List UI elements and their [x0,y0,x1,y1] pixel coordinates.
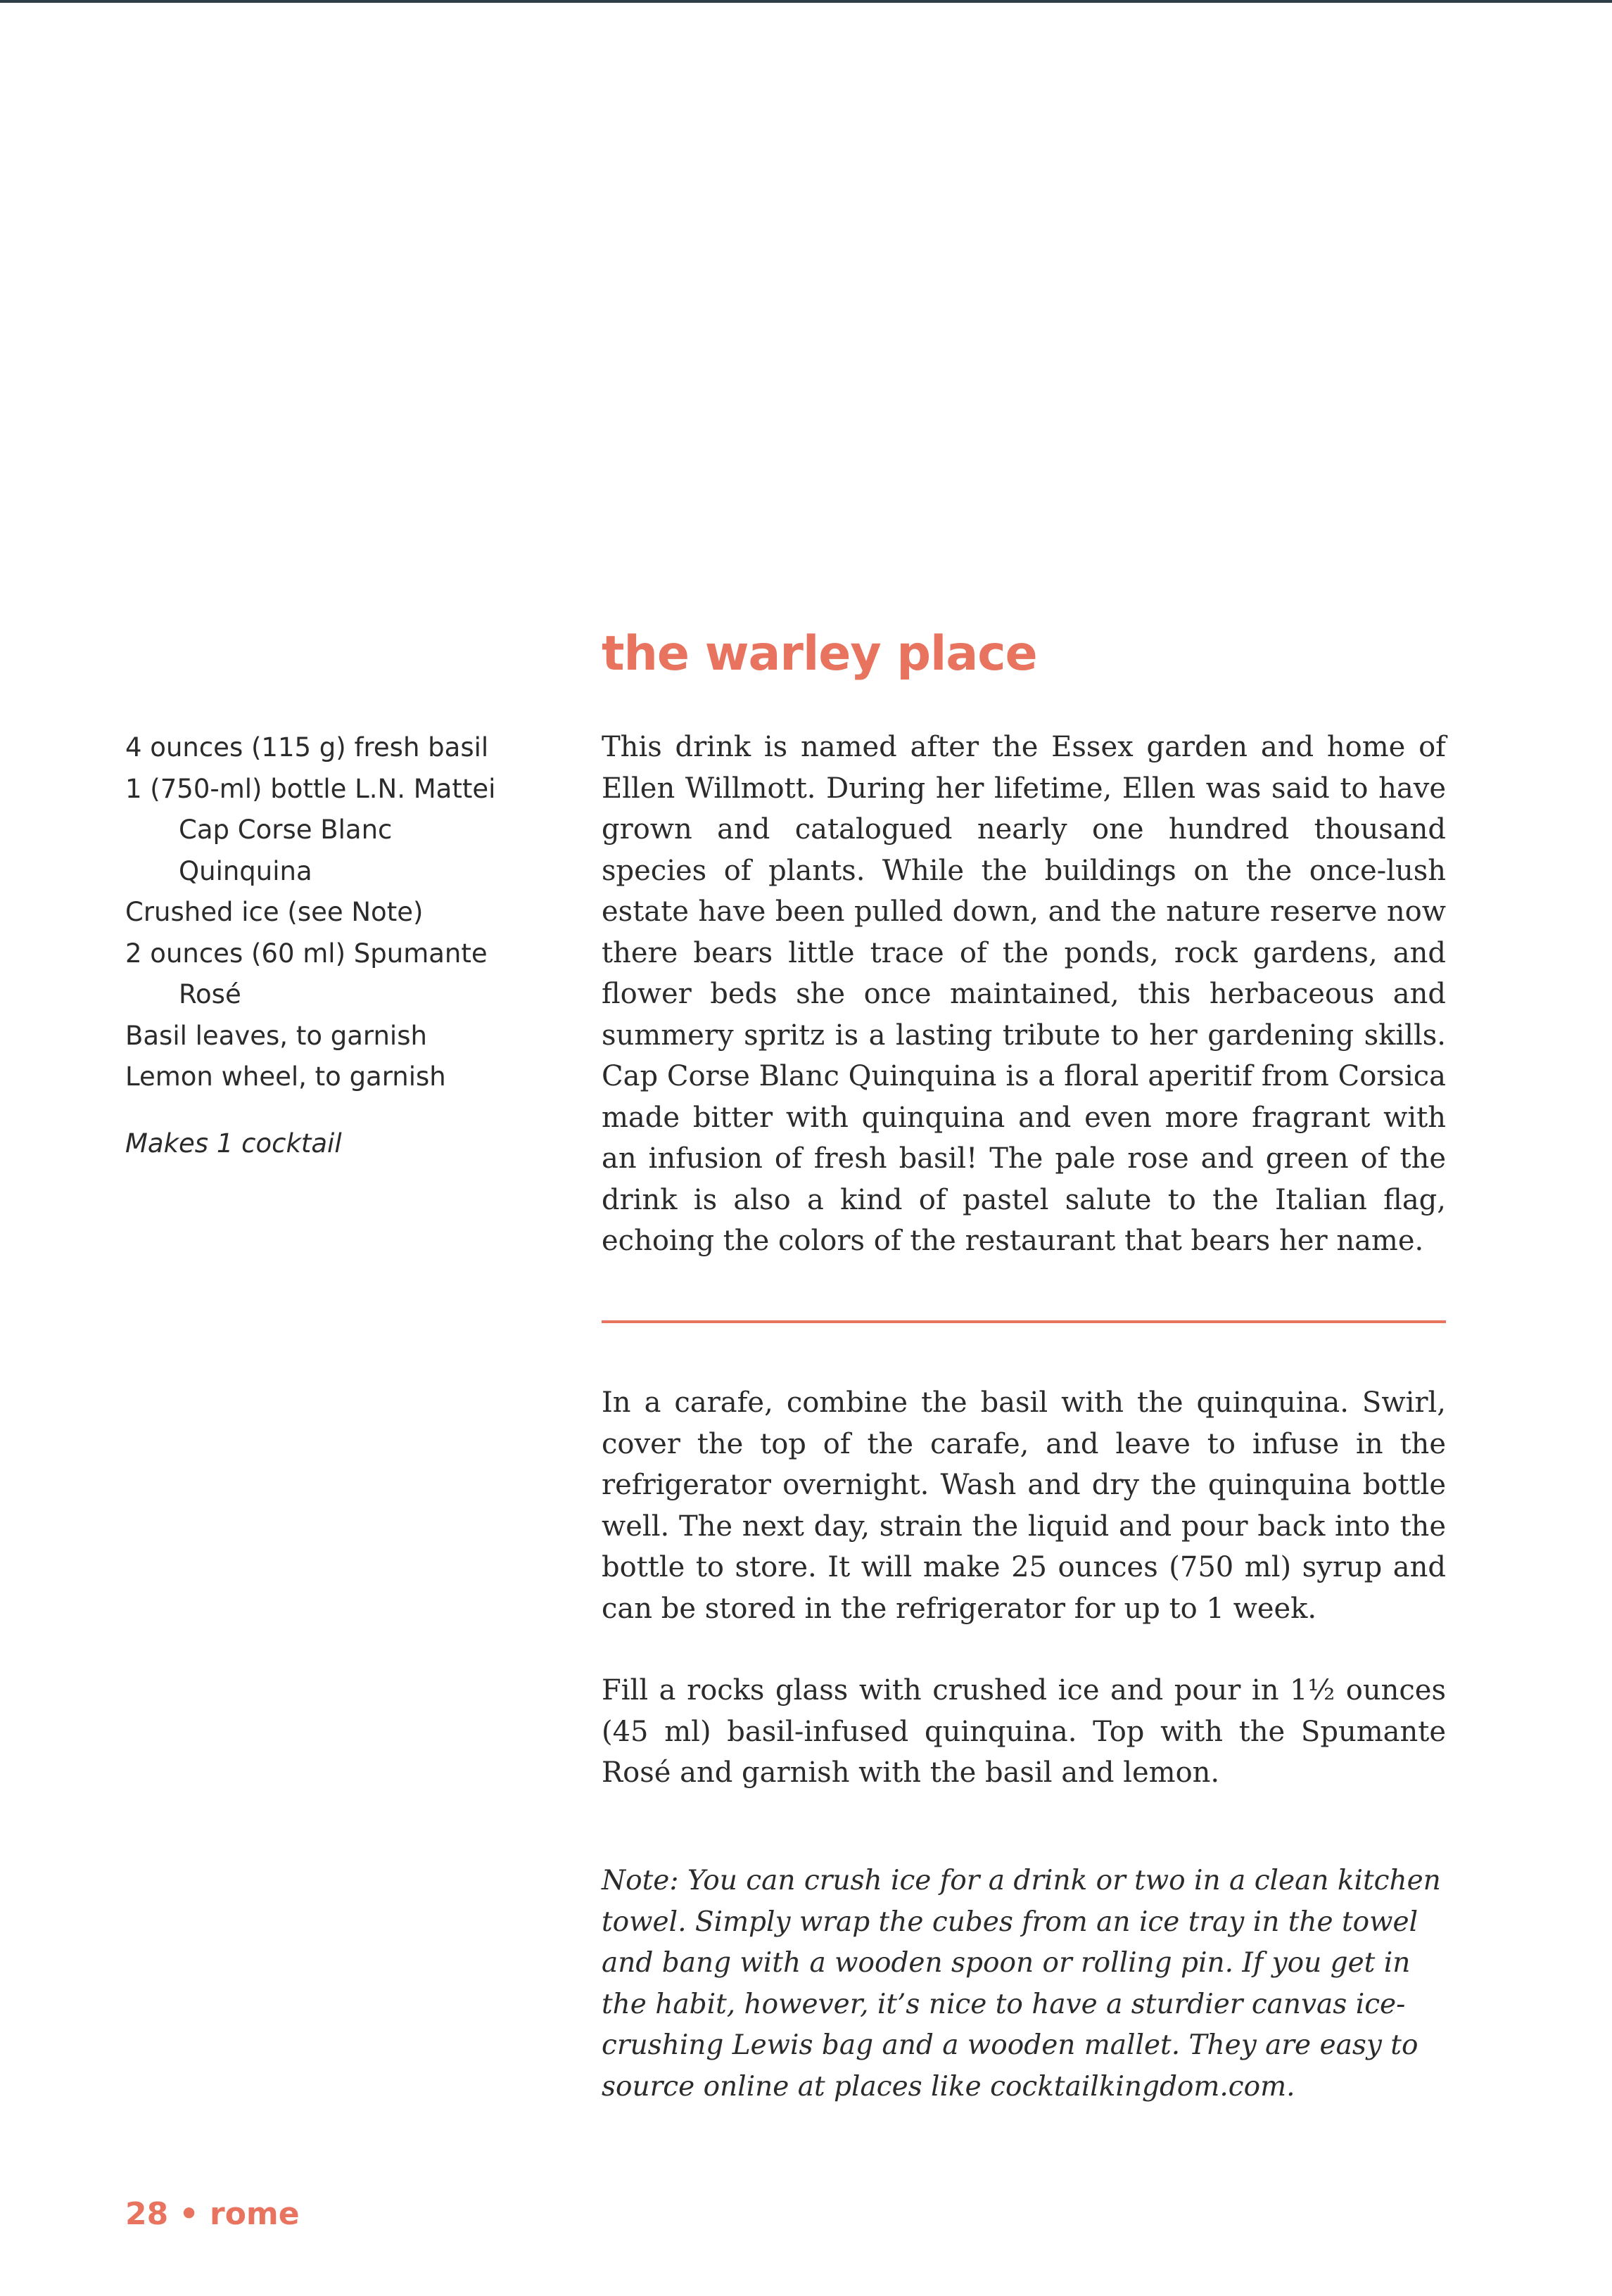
ingredient-item: Crushed ice (see Note) [125,897,424,927]
ingredient-item: 2 ounces (60 ml) Spumante Rosé [125,938,488,1009]
ingredient-item: 4 ounces (115 g) fresh basil [125,732,489,763]
ingredient-item: Basil leaves, to garnish [125,1020,427,1051]
page-footer: 28 • rome [125,2196,300,2232]
intro-paragraph: This drink is named after the Essex garden and home of Ellen Willmott. During her lifetime, Ellen was said to have grown and catalogued nearly one hundred thousand species of plants. While the buildings on the once-lush estate have been pulled down, and the nature reserve now there bears little trace of the ponds, rock gardens, and flower beds she once maintained, this herbaceous and summery spritz is a lasting tribute to her gardening skills. Cap Corse Blanc Quinquina is a floral aperitif from Corsica made bitter with quinquina and even more fragrant with an infusion of fresh basil! The pale rose and green of the drink is also a kind of pastel salute to the Italian flag, echoing the colors of the restaurant that bears her name. [602,731,1446,1257]
recipe-yield: Makes 1 cocktail [125,1128,342,1159]
ingredient-item: 1 (750-ml) bottle L.N. Mattei Cap Corse Blanc Quinquina [125,773,496,886]
ingredient-list [125,727,519,1098]
method-step: Fill a rocks glass with crushed ice and pour in 1½ ounces (45 ml) basil-infused quinquina. Top with the Spumante Rosé and garnish with the basil and lemon. [602,1674,1446,1789]
method-step: In a carafe, combine the basil with the quinquina. Swirl, cover the top of the carafe, and leave to infuse in the refrigerator overnight. Wash and dry the quinquina bottle well. The next day, strain the liquid and pour back into the bottle to store. It will make 25 ounces (750 ml) syrup and can be stored in the refrigerator for up to 1 week. [602,1386,1446,1625]
section-divider [602,1320,1446,1323]
top-edge-rule [0,0,1612,3]
recipe-note: Note: You can crush ice for a drink or two in a clean kitchen towel. Simply wrap the cubes from an ice tray in the towel and bang with a wooden spoon or rolling pin. If you get in the habit, however, it’s nice to have a sturdier canvas ice-crushing Lewis bag and a wooden mallet. They are easy to source online at places like cocktailkingdom.com. [602,1865,1441,2103]
ingredient-item: Lemon wheel, to garnish [125,1061,446,1092]
recipe-title: the warley place [602,626,1037,682]
